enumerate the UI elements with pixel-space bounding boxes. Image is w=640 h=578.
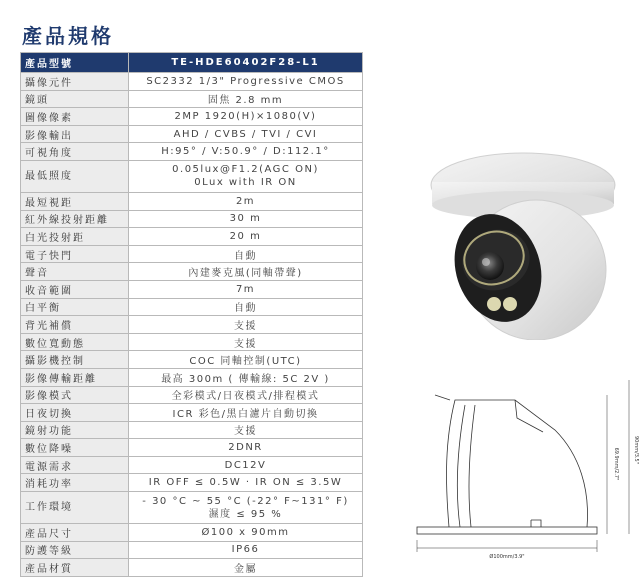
spec-label: 白光投射距 (21, 228, 129, 246)
table-row (21, 108, 363, 126)
spec-value (129, 298, 363, 316)
spec-value-line: 2m (235, 195, 256, 207)
spec-value-line: IP66 (231, 544, 260, 556)
table-row (21, 421, 363, 439)
table-row (21, 456, 363, 474)
spec-label: 數位降噪 (21, 439, 129, 457)
spec-value (129, 192, 363, 210)
table-row (21, 333, 363, 351)
spec-label: 攝像元件 (21, 73, 129, 91)
spec-label: 電子快門 (21, 245, 129, 263)
table-row (21, 280, 363, 298)
spec-label: 消耗功率 (21, 474, 129, 492)
spec-label: 攝影機控制 (21, 351, 129, 369)
spec-label: 防護等級 (21, 541, 129, 559)
table-row (21, 386, 363, 404)
table-row (21, 125, 363, 143)
spec-value-line: 20 m (229, 230, 262, 242)
table-row (21, 351, 363, 369)
spec-table (20, 52, 363, 577)
spec-label: 紅外線投射距離 (21, 210, 129, 228)
header-model: TE-HDE60402F28-L1 (129, 53, 363, 73)
spec-value-line: 金屬 (234, 564, 257, 576)
spec-value-line: IR OFF ≤ 0.5W · IR ON ≤ 3.5W (148, 477, 343, 489)
spec-value (129, 439, 363, 457)
spec-label: 白平衡 (21, 298, 129, 316)
table-row (21, 559, 363, 577)
table-row (21, 368, 363, 386)
spec-value-line: AHD / CVBS / TVI / CVI (173, 128, 318, 140)
spec-value-line: 自動 (234, 250, 257, 262)
spec-value (129, 541, 363, 559)
spec-value (129, 316, 363, 334)
spec-value-line: 支援 (234, 320, 257, 332)
spec-value (129, 456, 363, 474)
spec-value-line: 30 m (229, 213, 262, 225)
spec-label: 產品材質 (21, 559, 129, 577)
spec-value (129, 90, 363, 108)
table-row (21, 210, 363, 228)
spec-value (129, 474, 363, 492)
spec-value (129, 351, 363, 369)
spec-value-line: 自動 (234, 303, 257, 315)
spec-value-line: 最高 300m ( 傳輸線: 5C 2V ) (161, 373, 330, 385)
spec-value (129, 333, 363, 351)
camera-product-image (428, 150, 618, 340)
table-row (21, 228, 363, 246)
table-row (21, 439, 363, 457)
spec-label: 影像輸出 (21, 125, 129, 143)
dimension-drawing (405, 380, 640, 565)
spec-label: 收音範圍 (21, 280, 129, 298)
spec-value (129, 492, 363, 524)
table-row (21, 524, 363, 542)
spec-value (129, 210, 363, 228)
table-row (21, 404, 363, 422)
spec-label: 產品尺寸 (21, 524, 129, 542)
table-row (21, 298, 363, 316)
spec-value-line: 支援 (234, 426, 257, 438)
spec-value-line: DC12V (224, 459, 267, 471)
table-row (21, 474, 363, 492)
spec-value-line: 全彩模式/日夜模式/排程模式 (171, 391, 320, 403)
spec-label: 數位寬動態 (21, 333, 129, 351)
spec-value (129, 559, 363, 577)
spec-value-line: COC 同軸控制(UTC) (189, 356, 302, 368)
spec-value-line: ICR 彩色/黑白濾片自動切換 (172, 408, 319, 420)
table-row (21, 492, 363, 524)
table-row (21, 541, 363, 559)
table-row (21, 316, 363, 334)
spec-value-line: - 30 °C ~ 55 °C (-22° F~131° F) (142, 495, 349, 507)
spec-value-line: Ø100 x 90mm (201, 526, 290, 538)
spec-value-line: 7m (235, 283, 256, 295)
header-label: 產品型號 (21, 53, 129, 73)
spec-label: 聲音 (21, 263, 129, 281)
spec-value (129, 421, 363, 439)
spec-label: 影像傳輸距離 (21, 368, 129, 386)
table-header-row (21, 53, 363, 73)
spec-value-line: 2DNR (228, 442, 263, 454)
spec-label: 鏡射功能 (21, 421, 129, 439)
spec-value-line: 支援 (234, 338, 257, 350)
spec-label: 工作環境 (21, 492, 129, 524)
height-dimension-label: 90mm/3.5" (633, 435, 639, 465)
spec-value (129, 263, 363, 281)
spec-label: 背光補償 (21, 316, 129, 334)
table-row (21, 143, 363, 161)
spec-value (129, 386, 363, 404)
spec-value (129, 73, 363, 91)
spec-value (129, 143, 363, 161)
spec-label: 日夜切換 (21, 404, 129, 422)
table-row (21, 263, 363, 281)
table-row (21, 245, 363, 263)
spec-value (129, 280, 363, 298)
spec-value (129, 404, 363, 422)
spec-label: 圖像像素 (21, 108, 129, 126)
table-row (21, 73, 363, 91)
spec-value (129, 160, 363, 192)
spec-label: 影像模式 (21, 386, 129, 404)
spec-table-body (21, 53, 363, 577)
spec-label: 鏡頭 (21, 90, 129, 108)
spec-label: 最低照度 (21, 160, 129, 192)
table-row (21, 160, 363, 192)
spec-value (129, 108, 363, 126)
spec-value (129, 228, 363, 246)
spec-label: 最短視距 (21, 192, 129, 210)
table-row (21, 90, 363, 108)
table-row (21, 192, 363, 210)
spec-value-line: 0.05lux@F1.2(AGC ON) (172, 164, 319, 176)
spec-value-line: 0Lux with IR ON (194, 177, 297, 189)
spec-value (129, 524, 363, 542)
width-dimension-label: Ø100mm/3.9" (489, 554, 525, 560)
spec-value (129, 245, 363, 263)
spec-label: 電源需求 (21, 456, 129, 474)
spec-value-line: 內建麥克風(同軸帶聲) (188, 268, 303, 280)
spec-value-line: H:95° / V:50.9° / D:112.1° (161, 146, 330, 158)
spec-value-line: 濕度 ≤ 95 % (208, 508, 283, 520)
spec-value-line: 2MP 1920(H)×1080(V) (174, 110, 317, 122)
spec-value (129, 368, 363, 386)
spec-value (129, 125, 363, 143)
spec-value-line: 固焦 2.8 mm (207, 95, 284, 107)
spec-value-line: SC2332 1/3" Progressive CMOS (146, 75, 345, 87)
spec-label: 可視角度 (21, 143, 129, 161)
page-title: 產品規格 (22, 24, 114, 48)
inner-height-dimension-label: 69.9mm/2.7" (613, 447, 619, 481)
